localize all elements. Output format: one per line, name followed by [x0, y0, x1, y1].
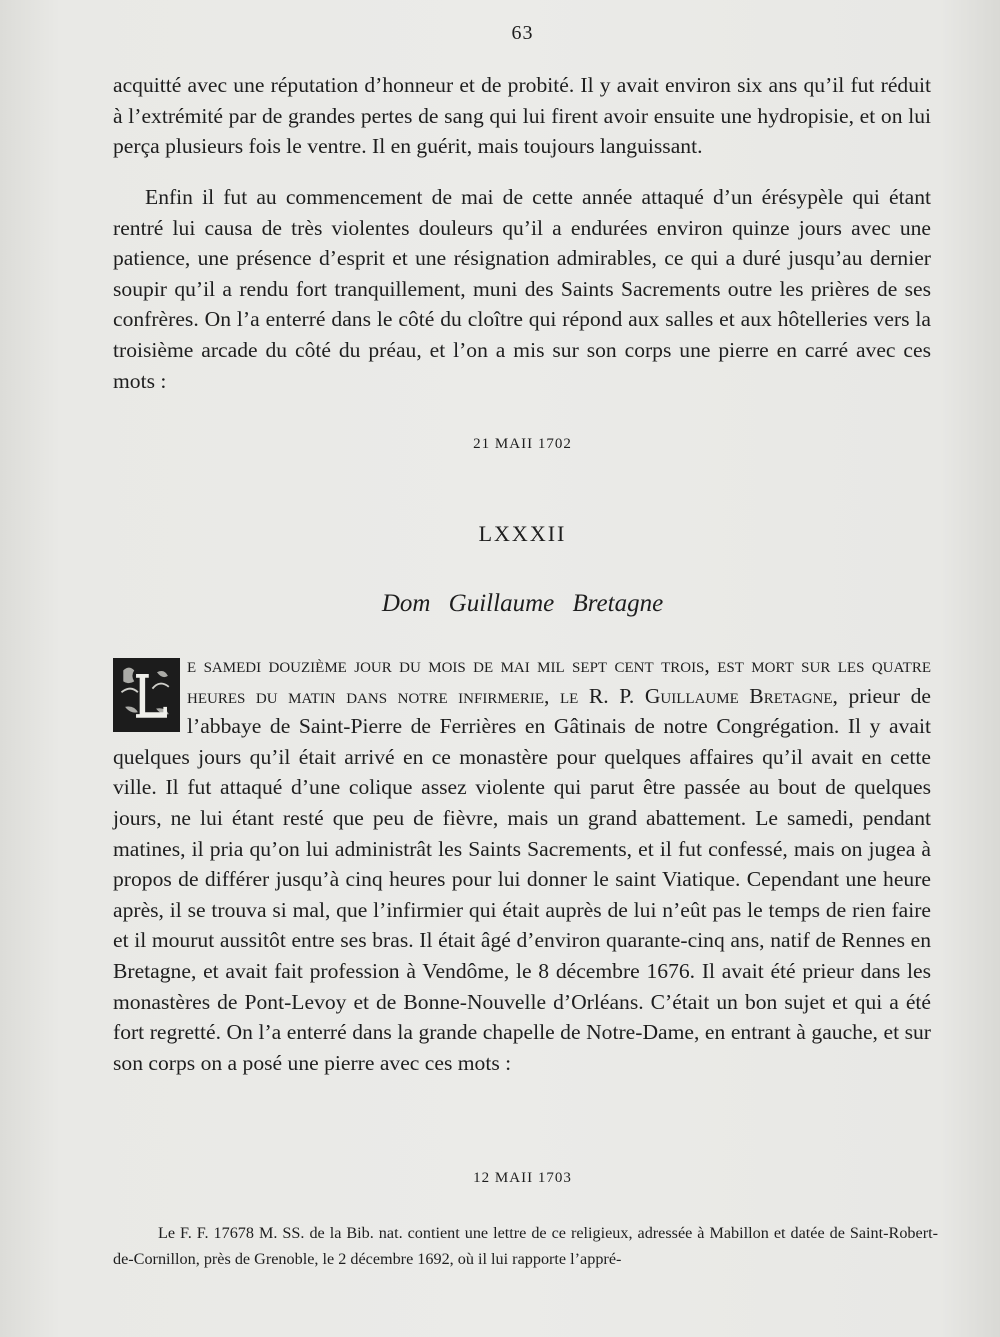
- paragraph-continued: acquitté avec une réputation d’honneur et de probité. Il y avait environ six ans qu’il fut réduit à l’extrémité par de grandes pertes de sang qui lui firent avoir ensuite une hydropisie, et on lui perça plusieurs fois le ventre. Il en guérit, mais toujours languissant.: [113, 73, 931, 159]
- section-title: Dom Guillaume Bretagne: [381, 590, 664, 617]
- paragraph-illness: Enfin il fut au commencement de mai de cette année attaqué d’un érésypèle qui étant rentré lui causa de très violentes douleurs qu’il a endurées environ quinze jours avec une patience, une présence d’esprit et une résignation admirables, ce qui a duré jusqu’au dernier soupir qu’il a rendu fort tranquillement, muni des Saints Sacrements outre les prières de ses confrères. On l’a enterré dans le côté du cloître qui répond aux salles et aux hôtelleries vers la troisième arcade du côté du préau, et l’on a mis sur son corps une pierre en carré avec ces mots :: [113, 185, 931, 393]
- section-number: LXXXII: [478, 521, 567, 546]
- epitaph-date-1702: 21 MAII 1702: [473, 436, 572, 452]
- person-name: Guillaume Bretagne: [644, 683, 833, 708]
- ornate-dropcap: [113, 658, 180, 732]
- epitaph-date-1703: 12 MAII 1703: [473, 1170, 572, 1186]
- entry-opening: e samedi douzième jour du mois de mai mil sept cent trois, est mort sur les quatre heures du matin dans notre infirmerie, le R. P.: [187, 653, 931, 708]
- entry-body: , prieur de l’abbaye de Saint-Pierre de Ferrières en Gâtinais de notre Congrégation. Il y avait quelques jours qu’il était arrivé en ce monastère pour quelques affaires qu’il avait en cette ville. Il fut attaqué d’une colique assez violente qui parut être passée au bout de quelques jours, ne lui étant resté que peu de fièvre, mais un grand abattement. Le samedi, pendant matines, il pria qu’on lui administrât les Saints Sacrements, et il fut confessé, mais on jugea à propos de différer jusqu’à cinq heures pour lui donner le saint Viatique. Cependant une heure après, il se trouva si mal, que l’infirmier qui était auprès de lui n’eût pas le temps de rien faire et il mourut aussitôt entre ses bras. Il était âgé d’environ quarante-cinq ans, natif de Rennes en Bretagne, et avait fait profession à Vendôme, le 8 décembre 1676. Il avait été prieur dans les monastères de Pont-Levoy et de Bonne-Nouvelle d’Orléans. C’était un bon sujet et qui a été fort regretté. On l’a enterré dans la grande chapelle de Notre-Dame, en entrant à gauche, et sur son corps on a posé une pierre avec ces mots :: [113, 683, 931, 1075]
- page-number: 63: [511, 22, 534, 44]
- dropcap-letter-icon: [116, 661, 177, 729]
- footnote: Le F. F. 17678 M. SS. de la Bib. nat. contient une lettre de ce religieux, adressée à Mabillon et datée de Saint-Robert-de-Cornillon, près de Grenoble, le 2 décembre 1692, où il lui rapporte l’appré-: [113, 1224, 938, 1268]
- entry-paragraph: [113, 650, 931, 1078]
